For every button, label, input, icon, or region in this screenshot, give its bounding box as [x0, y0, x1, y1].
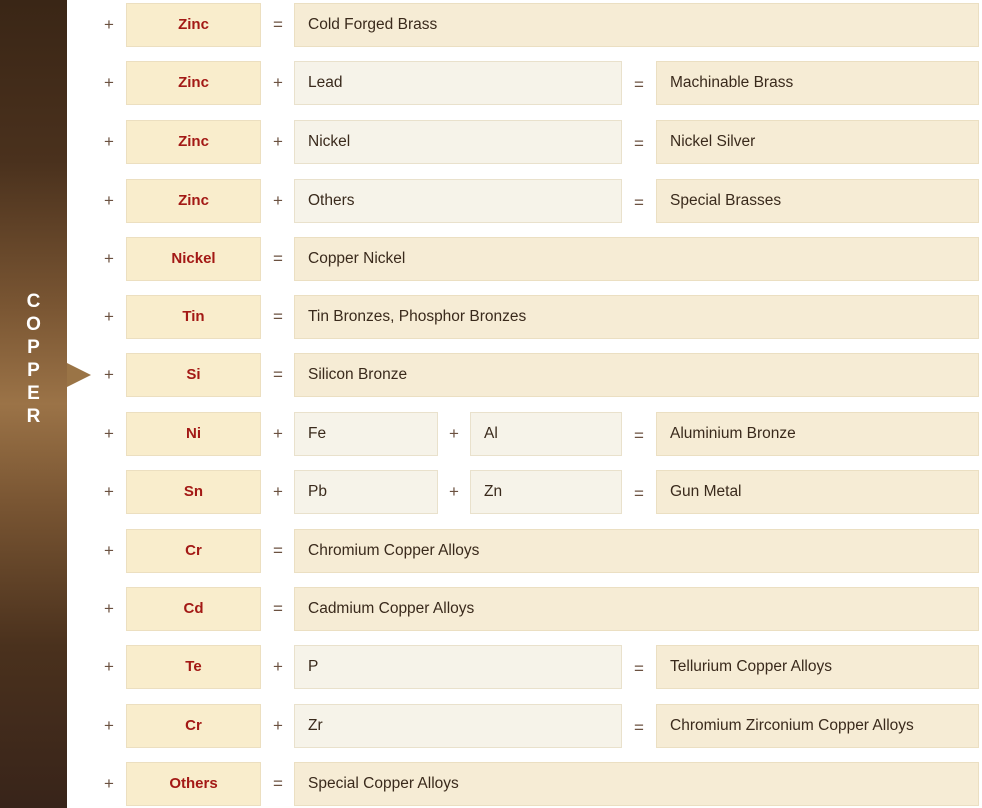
result-box: Special Copper Alloys: [294, 762, 979, 806]
plus-sign: +: [104, 657, 114, 676]
additive-box: P: [294, 645, 622, 689]
alloy-row: [0, 587, 982, 633]
alloy-row: [0, 470, 982, 516]
equals-sign: =: [273, 774, 283, 793]
sidebar-letter: O: [26, 314, 41, 335]
plus-sign: +: [104, 541, 114, 560]
equals-sign: =: [634, 484, 644, 503]
additive-box: Al: [470, 412, 622, 456]
result-box: Special Brasses: [656, 179, 979, 223]
result-box: Chromium Zirconium Copper Alloys: [656, 704, 979, 748]
element-box: Cd: [126, 587, 261, 631]
additive-box: Pb: [294, 470, 438, 514]
plus-sign: +: [104, 365, 114, 384]
alloy-row: [0, 353, 982, 399]
additive-box: Lead: [294, 61, 622, 105]
result-box: Copper Nickel: [294, 237, 979, 281]
plus-sign: +: [449, 482, 459, 501]
plus-sign: +: [104, 307, 114, 326]
plus-sign: +: [104, 132, 114, 151]
element-box: Tin: [126, 295, 261, 339]
equals-sign: =: [634, 134, 644, 153]
alloy-row: [0, 3, 982, 49]
equals-sign: =: [634, 718, 644, 737]
equals-sign: =: [273, 541, 283, 560]
element-box: Zinc: [126, 3, 261, 47]
additive-box: Nickel: [294, 120, 622, 164]
equals-sign: =: [273, 249, 283, 268]
sidebar-letter: P: [27, 360, 40, 381]
plus-sign: +: [104, 599, 114, 618]
element-box: Ni: [126, 412, 261, 456]
element-box: Te: [126, 645, 261, 689]
alloy-row: [0, 645, 982, 691]
result-box: Gun Metal: [656, 470, 979, 514]
result-box: Tin Bronzes, Phosphor Bronzes: [294, 295, 979, 339]
element-box: Nickel: [126, 237, 261, 281]
plus-sign: +: [273, 716, 283, 735]
equals-sign: =: [273, 15, 283, 34]
equals-sign: =: [273, 365, 283, 384]
element-box: Zinc: [126, 120, 261, 164]
additive-box: Others: [294, 179, 622, 223]
alloy-row: [0, 412, 982, 458]
element-box: Others: [126, 762, 261, 806]
plus-sign: +: [104, 15, 114, 34]
plus-sign: +: [273, 73, 283, 92]
alloy-row: [0, 237, 982, 283]
plus-sign: +: [273, 191, 283, 210]
alloy-row: [0, 61, 982, 107]
equals-sign: =: [273, 599, 283, 618]
result-box: Machinable Brass: [656, 61, 979, 105]
sidebar-letter: P: [27, 337, 40, 358]
result-box: Cadmium Copper Alloys: [294, 587, 979, 631]
alloy-row: [0, 179, 982, 225]
alloy-row: [0, 120, 982, 166]
sidebar-letter: R: [26, 406, 41, 427]
element-box: Zinc: [126, 61, 261, 105]
additive-box: Zn: [470, 470, 622, 514]
result-box: Nickel Silver: [656, 120, 979, 164]
result-box: Aluminium Bronze: [656, 412, 979, 456]
alloy-row: [0, 704, 982, 750]
sidebar-letter: C: [26, 291, 41, 312]
equals-sign: =: [634, 426, 644, 445]
element-box: Sn: [126, 470, 261, 514]
additive-box: Zr: [294, 704, 622, 748]
result-box: Silicon Bronze: [294, 353, 979, 397]
equals-sign: =: [634, 75, 644, 94]
plus-sign: +: [273, 482, 283, 501]
sidebar-letter: E: [27, 383, 40, 404]
equals-sign: =: [634, 659, 644, 678]
plus-sign: +: [449, 424, 459, 443]
element-box: Zinc: [126, 179, 261, 223]
alloy-row: [0, 295, 982, 341]
additive-box: Fe: [294, 412, 438, 456]
element-box: Cr: [126, 704, 261, 748]
plus-sign: +: [104, 716, 114, 735]
alloy-row: [0, 762, 982, 808]
plus-sign: +: [104, 774, 114, 793]
plus-sign: +: [104, 482, 114, 501]
equals-sign: =: [634, 193, 644, 212]
equals-sign: =: [273, 307, 283, 326]
element-box: Si: [126, 353, 261, 397]
plus-sign: +: [273, 132, 283, 151]
element-box: Cr: [126, 529, 261, 573]
plus-sign: +: [104, 73, 114, 92]
plus-sign: +: [273, 424, 283, 443]
plus-sign: +: [273, 657, 283, 676]
plus-sign: +: [104, 424, 114, 443]
result-box: Cold Forged Brass: [294, 3, 979, 47]
alloy-row: [0, 529, 982, 575]
plus-sign: +: [104, 191, 114, 210]
result-box: Tellurium Copper Alloys: [656, 645, 979, 689]
plus-sign: +: [104, 249, 114, 268]
result-box: Chromium Copper Alloys: [294, 529, 979, 573]
